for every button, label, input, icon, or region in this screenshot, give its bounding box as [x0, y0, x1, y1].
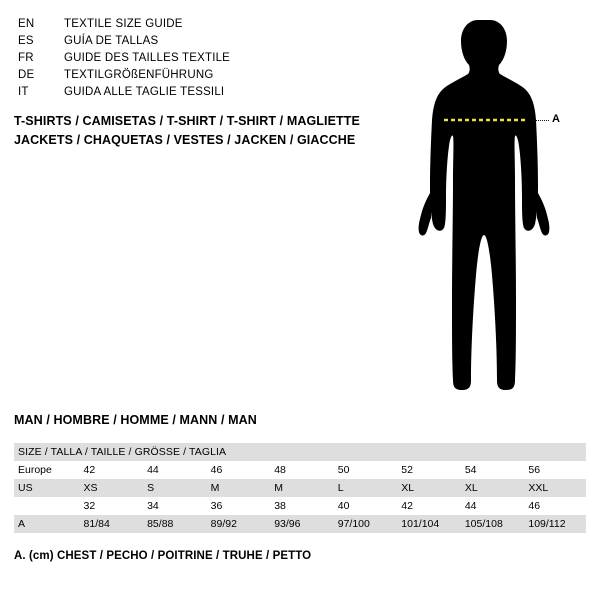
language-row	[18, 18, 348, 35]
table-row	[14, 461, 586, 479]
language-code: IT	[18, 86, 29, 98]
measure-leader-line	[533, 120, 549, 121]
cell: 89/92	[205, 515, 269, 533]
language-text: GUIDE DES TAILLES TEXTILE	[64, 52, 231, 64]
cell: 36	[205, 497, 269, 515]
language-code: ES	[18, 35, 34, 47]
cell: S	[141, 479, 205, 497]
cell: XXL	[522, 479, 586, 497]
language-code: EN	[18, 18, 35, 30]
cell: L	[332, 479, 396, 497]
row-label: Europe	[14, 461, 78, 479]
category-tshirts: T-SHIRTS / CAMISETAS / T-SHIRT / T-SHIRT / MAGLIETTE	[14, 114, 360, 128]
cell: XS	[78, 479, 142, 497]
cell: 42	[78, 461, 142, 479]
category-list	[14, 112, 374, 150]
cell: M	[205, 479, 269, 497]
language-row	[18, 52, 348, 69]
cell: 40	[332, 497, 396, 515]
language-text: TEXTILGRÖßENFÜHRUNG	[64, 69, 214, 81]
table-row	[14, 515, 586, 533]
male-silhouette-figure	[400, 10, 590, 400]
cell: 93/96	[268, 515, 332, 533]
language-code: DE	[18, 69, 35, 81]
cell: 34	[141, 497, 205, 515]
cell: 56	[522, 461, 586, 479]
chest-measure-line	[400, 10, 590, 400]
cell: XL	[395, 479, 459, 497]
language-list	[18, 18, 348, 103]
language-row	[18, 86, 348, 103]
language-text: GUÍA DE TALLAS	[64, 35, 159, 47]
cell: 52	[395, 461, 459, 479]
cell: 50	[332, 461, 396, 479]
cell: 54	[459, 461, 523, 479]
cell: 46	[205, 461, 269, 479]
footnote: A. (cm) CHEST / PECHO / POITRINE / TRUHE / PETTO	[14, 550, 312, 562]
cell: 42	[395, 497, 459, 515]
row-label	[14, 497, 78, 515]
cell: 38	[268, 497, 332, 515]
category-jackets: JACKETS / CHAQUETAS / VESTES / JACKEN / GIACCHE	[14, 133, 356, 147]
cell: M	[268, 479, 332, 497]
cell: 44	[459, 497, 523, 515]
language-row	[18, 69, 348, 86]
row-label: A	[14, 515, 78, 533]
table-row	[14, 497, 586, 515]
measure-label-a: A	[552, 113, 561, 125]
cell: 48	[268, 461, 332, 479]
cell: 101/104	[395, 515, 459, 533]
table-header-label: SIZE / TALLA / TAILLE / GRÖSSE / TAGLIA	[14, 443, 586, 461]
size-table	[14, 443, 586, 533]
language-text: TEXTILE SIZE GUIDE	[64, 18, 183, 30]
cell: 81/84	[78, 515, 142, 533]
table-header-row	[14, 443, 586, 461]
language-text: GUIDA ALLE TAGLIE TESSILI	[64, 86, 225, 98]
cell: 85/88	[141, 515, 205, 533]
table-title: MAN / HOMBRE / HOMME / MANN / MAN	[14, 413, 257, 427]
language-code: FR	[18, 52, 34, 64]
row-label: US	[14, 479, 78, 497]
cell: 105/108	[459, 515, 523, 533]
table-row	[14, 479, 586, 497]
cell: 44	[141, 461, 205, 479]
cell: 109/112	[522, 515, 586, 533]
cell: 32	[78, 497, 142, 515]
language-row	[18, 35, 348, 52]
cell: 97/100	[332, 515, 396, 533]
cell: XL	[459, 479, 523, 497]
cell: 46	[522, 497, 586, 515]
